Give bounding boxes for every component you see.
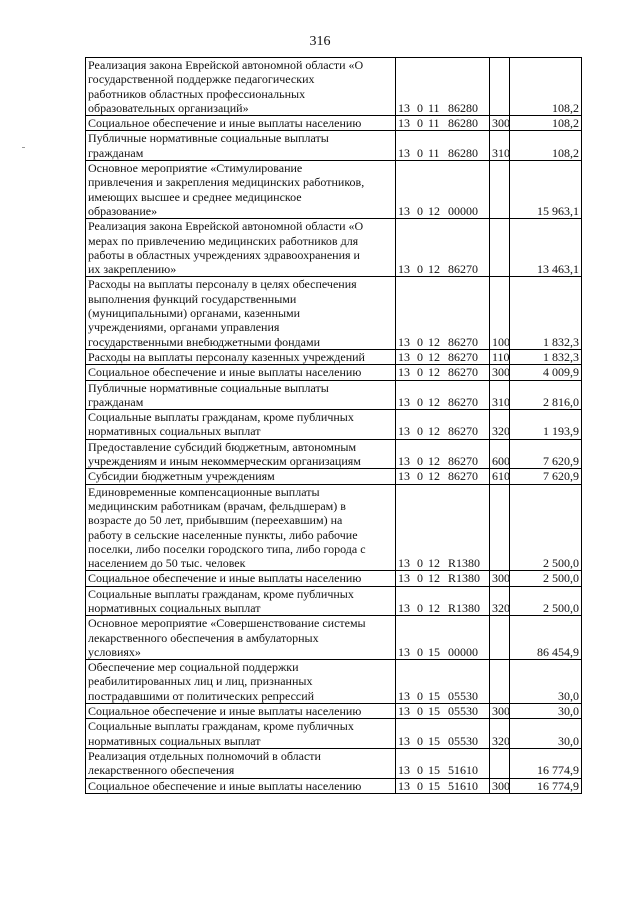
direction-code: R1380 xyxy=(448,571,481,586)
direction-code: 86270 xyxy=(448,454,478,469)
measure-code: 15 xyxy=(428,733,440,748)
table-row xyxy=(86,277,582,349)
expense-name xyxy=(86,58,396,116)
expense-name-line: работы в областных учреждениях здравоохранения и xyxy=(88,247,360,262)
amount: 4 009,9 xyxy=(510,365,582,380)
measure-code: 12 xyxy=(428,334,440,349)
amount: 1 832,3 xyxy=(510,277,582,349)
direction-code: 05530 xyxy=(448,704,478,719)
direction-code: 86270 xyxy=(448,334,478,349)
expense-type-code: 310 xyxy=(490,380,510,410)
direction-code: 86270 xyxy=(448,365,478,380)
target-article-code xyxy=(396,778,490,793)
expense-name xyxy=(86,571,396,586)
direction-code: 00000 xyxy=(448,203,478,218)
expense-name-line: Социальное обеспечение и иные выплаты населению xyxy=(88,704,362,719)
table-row xyxy=(86,58,582,116)
table-row xyxy=(86,586,582,616)
direction-code: R1380 xyxy=(448,556,481,571)
table-row xyxy=(86,719,582,749)
subprogram-code: 0 xyxy=(417,469,423,484)
table-row xyxy=(86,380,582,410)
program-code: 13 xyxy=(398,571,410,586)
expense-type-code xyxy=(490,484,510,571)
subprogram-code: 0 xyxy=(417,116,423,131)
subprogram-code: 0 xyxy=(417,262,423,277)
program-code: 13 xyxy=(398,262,410,277)
page-number: 316 xyxy=(309,34,331,49)
program-code: 13 xyxy=(398,600,410,615)
measure-code: 12 xyxy=(428,203,440,218)
table-row xyxy=(86,349,582,364)
expense-name-line: лекарственного обеспечения в амбулаторных xyxy=(88,630,319,645)
expense-name xyxy=(86,131,396,161)
table-row xyxy=(86,748,582,778)
expense-name-line: Публичные нормативные социальные выплаты xyxy=(88,380,329,395)
amount: 13 463,1 xyxy=(510,219,582,277)
expense-name-line: Социальное обеспечение и иные выплаты населению xyxy=(88,571,362,586)
expense-type-code xyxy=(490,748,510,778)
program-code: 13 xyxy=(398,116,410,131)
program-code: 13 xyxy=(398,349,410,364)
target-article-code xyxy=(396,58,490,116)
expense-name xyxy=(86,161,396,219)
expense-type-code: 300 xyxy=(490,571,510,586)
expense-type-code: 300 xyxy=(490,365,510,380)
target-article-code xyxy=(396,719,490,749)
expense-name xyxy=(86,704,396,719)
expense-type-code: 310 xyxy=(490,131,510,161)
expense-name xyxy=(86,116,396,131)
expense-name-line: возрасте до 50 лет, прибывшим (переехавшим) на xyxy=(88,513,343,528)
expense-name-line: работу в сельские населенные пункты, либо рабочие xyxy=(88,527,358,542)
expense-name-line: учреждениям и иным некоммерческим организациям xyxy=(88,454,361,469)
expense-name-line: Предоставление субсидий бюджетным, автономным xyxy=(88,439,357,454)
subprogram-code: 0 xyxy=(417,733,423,748)
subprogram-code: 0 xyxy=(417,454,423,469)
measure-code: 12 xyxy=(428,571,440,586)
measure-code: 11 xyxy=(428,145,440,160)
program-code: 13 xyxy=(398,688,410,703)
measure-code: 12 xyxy=(428,556,440,571)
expense-name xyxy=(86,660,396,704)
direction-code: 86270 xyxy=(448,262,478,277)
expense-type-code: 610 xyxy=(490,469,510,484)
program-code: 13 xyxy=(398,145,410,160)
expense-type-code: 100 xyxy=(490,277,510,349)
table-row xyxy=(86,704,582,719)
table-row xyxy=(86,131,582,161)
program-code: 13 xyxy=(398,424,410,439)
target-article-code xyxy=(396,586,490,616)
expense-name-line: выполнения функций государственными xyxy=(88,291,297,306)
expense-type-code: 320 xyxy=(490,719,510,749)
program-code: 13 xyxy=(398,365,410,380)
expense-type-code xyxy=(490,219,510,277)
expense-type-code xyxy=(490,161,510,219)
expense-name-line: пострадавшими от политических репрессий xyxy=(88,688,315,703)
direction-code: 86280 xyxy=(448,116,478,131)
table-row xyxy=(86,116,582,131)
expense-name-line: нормативных социальных выплат xyxy=(88,733,261,748)
program-code: 13 xyxy=(398,394,410,409)
measure-code: 15 xyxy=(428,778,440,793)
subprogram-code: 0 xyxy=(417,556,423,571)
expense-name-line: государственной поддержке педагогических xyxy=(88,72,315,87)
target-article-code xyxy=(396,131,490,161)
amount: 86 454,9 xyxy=(510,616,582,660)
expense-name-line: образовательных организаций» xyxy=(88,100,249,115)
expense-type-code: 600 xyxy=(490,439,510,469)
table-row xyxy=(86,410,582,440)
amount: 2 816,0 xyxy=(510,380,582,410)
subprogram-code: 0 xyxy=(417,778,423,793)
expense-name xyxy=(86,349,396,364)
measure-code: 12 xyxy=(428,349,440,364)
measure-code: 12 xyxy=(428,424,440,439)
table-row xyxy=(86,469,582,484)
table-row xyxy=(86,616,582,660)
subprogram-code: 0 xyxy=(417,600,423,615)
subprogram-code: 0 xyxy=(417,424,423,439)
target-article-code xyxy=(396,365,490,380)
expense-type-code: 320 xyxy=(490,410,510,440)
table-row xyxy=(86,365,582,380)
expense-name-line: мерах по привлечению медицинских работников для xyxy=(88,233,359,248)
target-article-code xyxy=(396,748,490,778)
subprogram-code: 0 xyxy=(417,644,423,659)
expense-name-line: работников областных профессиональных xyxy=(88,86,306,101)
subprogram-code: 0 xyxy=(417,203,423,218)
direction-code: 51610 xyxy=(448,778,478,793)
target-article-code xyxy=(396,484,490,571)
amount: 108,2 xyxy=(510,116,582,131)
program-code: 13 xyxy=(398,556,410,571)
target-article-code xyxy=(396,380,490,410)
amount: 108,2 xyxy=(510,58,582,116)
expense-name xyxy=(86,219,396,277)
expense-name-line: Субсидии бюджетным учреждениям xyxy=(88,469,275,484)
measure-code: 11 xyxy=(428,116,440,131)
target-article-code xyxy=(396,660,490,704)
measure-code: 12 xyxy=(428,454,440,469)
measure-code: 15 xyxy=(428,644,440,659)
expense-name xyxy=(86,277,396,349)
subprogram-code: 0 xyxy=(417,334,423,349)
amount: 108,2 xyxy=(510,131,582,161)
expense-name-line: условиях» xyxy=(88,644,141,659)
expense-name-line: Социальное обеспечение и иные выплаты населению xyxy=(88,116,362,131)
amount: 1 832,3 xyxy=(510,349,582,364)
subprogram-code: 0 xyxy=(417,145,423,160)
expense-name xyxy=(86,410,396,440)
subprogram-code: 0 xyxy=(417,571,423,586)
expense-name-line: поселки, либо поселки городского типа, либо города с xyxy=(88,541,366,556)
expense-name-line: учреждениями, органами управления xyxy=(88,320,280,335)
target-article-code xyxy=(396,161,490,219)
expense-name xyxy=(86,748,396,778)
margin-mark xyxy=(22,147,25,148)
expense-name-line: реабилитированных лиц и лиц, признанных xyxy=(88,674,313,689)
expense-name-line: Расходы на выплаты персоналу казенных учреждений xyxy=(88,349,365,364)
direction-code: 05530 xyxy=(448,688,478,703)
expense-name xyxy=(86,719,396,749)
direction-code: 86270 xyxy=(448,424,478,439)
expense-name-line: медицинским работникам (врачам, фельдшерам) в xyxy=(88,498,346,513)
expense-name xyxy=(86,484,396,571)
expense-name-line: их закреплению» xyxy=(88,262,177,277)
expense-type-code: 300 xyxy=(490,116,510,131)
amount: 1 193,9 xyxy=(510,410,582,440)
expense-name-line: Публичные нормативные социальные выплаты xyxy=(88,131,329,146)
expense-name-line: (муниципальными) органами, казенными xyxy=(88,306,301,321)
expense-name xyxy=(86,365,396,380)
measure-code: 12 xyxy=(428,262,440,277)
expense-name xyxy=(86,616,396,660)
program-code: 13 xyxy=(398,334,410,349)
measure-code: 15 xyxy=(428,704,440,719)
expense-name-line: Основное мероприятие «Совершенствование системы xyxy=(88,616,366,631)
expense-name-line: гражданам xyxy=(88,394,144,409)
target-article-code xyxy=(396,277,490,349)
program-code: 13 xyxy=(398,763,410,778)
measure-code: 11 xyxy=(428,100,440,115)
expense-name-line: имеющих высшее и среднее медицинское xyxy=(88,189,302,204)
subprogram-code: 0 xyxy=(417,365,423,380)
direction-code: 51610 xyxy=(448,763,478,778)
target-article-code xyxy=(396,704,490,719)
amount: 2 500,0 xyxy=(510,586,582,616)
measure-code: 15 xyxy=(428,688,440,703)
amount: 7 620,9 xyxy=(510,469,582,484)
subprogram-code: 0 xyxy=(417,349,423,364)
direction-code: R1380 xyxy=(448,600,481,615)
expense-name-line: нормативных социальных выплат xyxy=(88,600,261,615)
subprogram-code: 0 xyxy=(417,704,423,719)
expense-name-line: привлечения и закрепления медицинских работников, xyxy=(88,175,365,190)
table-row xyxy=(86,778,582,793)
expense-name-line: Социальное обеспечение и иные выплаты населению xyxy=(88,365,362,380)
subprogram-code: 0 xyxy=(417,394,423,409)
program-code: 13 xyxy=(398,454,410,469)
direction-code: 86270 xyxy=(448,469,478,484)
expense-name xyxy=(86,469,396,484)
target-article-code xyxy=(396,219,490,277)
expense-name xyxy=(86,439,396,469)
program-code: 13 xyxy=(398,469,410,484)
target-article-code xyxy=(396,616,490,660)
expense-type-code: 300 xyxy=(490,778,510,793)
table-row xyxy=(86,660,582,704)
expense-name-line: гражданам xyxy=(88,145,144,160)
target-article-code xyxy=(396,410,490,440)
program-code: 13 xyxy=(398,778,410,793)
expense-name-line: Социальные выплаты гражданам, кроме публичных xyxy=(88,586,354,601)
amount: 16 774,9 xyxy=(510,778,582,793)
expense-type-code: 320 xyxy=(490,586,510,616)
expense-type-code xyxy=(490,616,510,660)
measure-code: 12 xyxy=(428,600,440,615)
expense-name-line: Социальное обеспечение и иные выплаты населению xyxy=(88,778,362,793)
expense-name-line: нормативных социальных выплат xyxy=(88,424,261,439)
subprogram-code: 0 xyxy=(417,763,423,778)
direction-code: 86280 xyxy=(448,100,478,115)
target-article-code xyxy=(396,571,490,586)
expense-name-line: Социальные выплаты гражданам, кроме публичных xyxy=(88,410,354,425)
table-row xyxy=(86,219,582,277)
target-article-code xyxy=(396,469,490,484)
expense-type-code xyxy=(490,58,510,116)
table-row xyxy=(86,571,582,586)
budget-table-body xyxy=(86,58,582,794)
amount: 2 500,0 xyxy=(510,571,582,586)
table-row xyxy=(86,484,582,571)
expense-name-line: Реализация закона Еврейской автономной области «О xyxy=(88,58,364,72)
measure-code: 12 xyxy=(428,365,440,380)
direction-code: 86270 xyxy=(448,349,478,364)
direction-code: 00000 xyxy=(448,644,478,659)
expense-name-line: Расходы на выплаты персоналу в целях обеспечения xyxy=(88,277,357,292)
expense-name xyxy=(86,380,396,410)
direction-code: 05530 xyxy=(448,733,478,748)
program-code: 13 xyxy=(398,203,410,218)
amount: 30,0 xyxy=(510,719,582,749)
amount: 15 963,1 xyxy=(510,161,582,219)
table-row xyxy=(86,161,582,219)
program-code: 13 xyxy=(398,644,410,659)
expense-name-line: Основное мероприятие «Стимулирование xyxy=(88,161,303,176)
expense-type-code: 300 xyxy=(490,704,510,719)
target-article-code xyxy=(396,349,490,364)
expense-name xyxy=(86,778,396,793)
target-article-code xyxy=(396,116,490,131)
program-code: 13 xyxy=(398,100,410,115)
program-code: 13 xyxy=(398,733,410,748)
expense-name xyxy=(86,586,396,616)
budget-table xyxy=(85,57,582,794)
expense-name-line: Единовременные компенсационные выплаты xyxy=(88,484,320,499)
target-article-code xyxy=(396,439,490,469)
direction-code: 86270 xyxy=(448,394,478,409)
measure-code: 12 xyxy=(428,394,440,409)
expense-name-line: Обеспечение мер социальной поддержки xyxy=(88,660,299,675)
table-row xyxy=(86,439,582,469)
expense-name-line: населением до 50 тыс. человек xyxy=(88,556,246,571)
expense-name-line: образование» xyxy=(88,203,158,218)
subprogram-code: 0 xyxy=(417,100,423,115)
program-code: 13 xyxy=(398,704,410,719)
expense-name-line: лекарственного обеспечения xyxy=(88,763,235,778)
amount: 16 774,9 xyxy=(510,748,582,778)
measure-code: 12 xyxy=(428,469,440,484)
expense-type-code xyxy=(490,660,510,704)
subprogram-code: 0 xyxy=(417,688,423,703)
expense-name-line: государственными внебюджетными фондами xyxy=(88,334,321,349)
expense-name-line: Социальные выплаты гражданам, кроме публичных xyxy=(88,719,354,734)
amount: 30,0 xyxy=(510,704,582,719)
amount: 30,0 xyxy=(510,660,582,704)
amount: 7 620,9 xyxy=(510,439,582,469)
direction-code: 86280 xyxy=(448,145,478,160)
expense-name-line: Реализация закона Еврейской автономной области «О xyxy=(88,219,364,234)
amount: 2 500,0 xyxy=(510,484,582,571)
expense-type-code: 110 xyxy=(490,349,510,364)
expense-name-line: Реализация отдельных полномочий в области xyxy=(88,748,321,763)
measure-code: 15 xyxy=(428,763,440,778)
